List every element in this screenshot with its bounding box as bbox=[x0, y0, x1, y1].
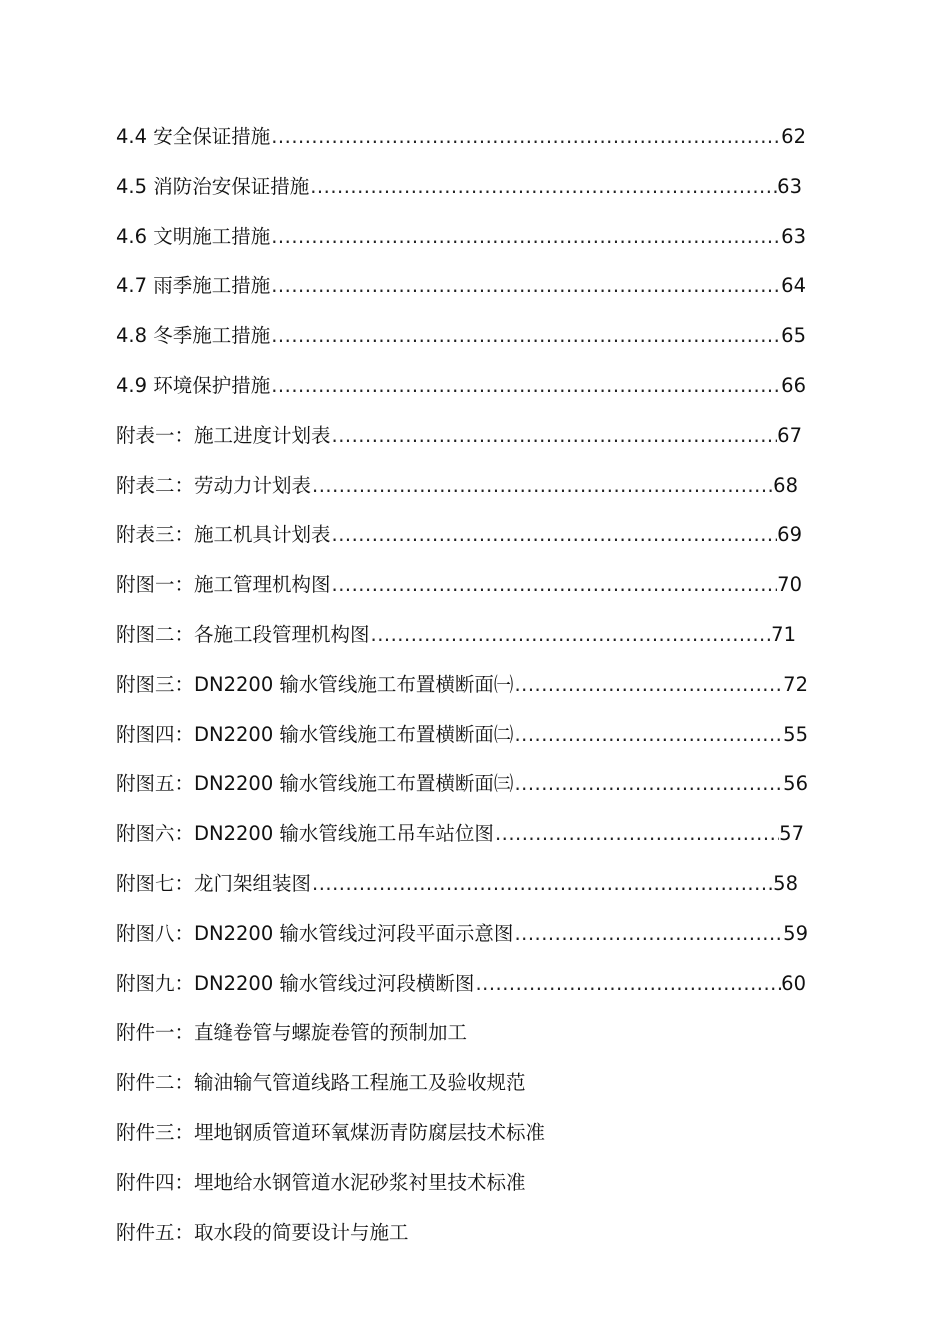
toc-entry-text: 附表一：施工进度计划表 bbox=[116, 423, 331, 447]
toc-page-number: 62 bbox=[781, 125, 806, 148]
toc-entry-text: 附件四：埋地给水钢管道水泥砂浆衬里技术标准 bbox=[116, 1170, 526, 1194]
toc-entry[interactable] bbox=[116, 311, 806, 361]
toc-leader-dots bbox=[513, 759, 783, 809]
toc-entry-text: 4.4 安全保证措施 bbox=[116, 125, 271, 148]
toc-entry[interactable] bbox=[116, 710, 808, 760]
toc-entry-text: 4.8 冬季施工措施 bbox=[116, 324, 271, 348]
toc-entry-text: 附图八：DN2200 输水管线过河段平面示意图 bbox=[116, 921, 514, 945]
toc-entry-text: 附件五：取水段的简要设计与施工 bbox=[116, 1220, 409, 1244]
toc-entry[interactable] bbox=[116, 411, 802, 461]
toc-entry[interactable] bbox=[116, 361, 806, 411]
toc-entry-text: 附图二：各施工段管理机构图 bbox=[116, 622, 370, 646]
toc-entry[interactable] bbox=[116, 510, 802, 560]
toc-page-number: 58 bbox=[773, 871, 798, 895]
toc-entry-text: 附表二：劳动力计划表 bbox=[116, 473, 312, 497]
toc-leader-dots bbox=[270, 311, 781, 361]
toc-page-number: 60 bbox=[781, 971, 806, 995]
toc-entry-text: 4.5 消防治安保证措施 bbox=[116, 174, 310, 198]
toc-entry-text: 附图六：DN2200 输水管线施工吊车站位图 bbox=[116, 822, 494, 846]
toc-entry-text: 4.7 雨季施工措施 bbox=[116, 274, 271, 298]
toc-entry-text: 附图一：施工管理机构图 bbox=[116, 573, 331, 597]
toc-entry[interactable] bbox=[116, 1158, 816, 1208]
toc-entry[interactable] bbox=[116, 859, 798, 909]
toc-entry-text: 附件二：输油输气管道线路工程施工及验收规范 bbox=[116, 1071, 526, 1095]
toc-page-number: 56 bbox=[783, 772, 808, 796]
toc-leader-dots bbox=[474, 959, 781, 1009]
toc-leader-dots bbox=[311, 461, 773, 511]
toc-entry-text: 附图九：DN2200 输水管线过河段横断图 bbox=[116, 971, 475, 995]
toc-entry[interactable] bbox=[116, 1108, 816, 1158]
toc-leader-dots bbox=[270, 361, 781, 411]
toc-page-number: 55 bbox=[783, 722, 808, 746]
toc-entry-text: 附图五：DN2200 输水管线施工布置横断面㈢ bbox=[116, 772, 514, 796]
toc-entry-text: 附图七：龙门架组装图 bbox=[116, 871, 312, 895]
toc-entry[interactable] bbox=[116, 261, 806, 311]
toc-page-number: 66 bbox=[781, 373, 806, 397]
toc-page-number: 63 bbox=[781, 224, 806, 248]
toc-entry-text: 附图四：DN2200 输水管线施工布置横断面㈡ bbox=[116, 722, 514, 746]
toc-page-number: 65 bbox=[781, 324, 806, 348]
toc-entry-text: 附件三：埋地钢质管道环氧煤沥青防腐层技术标准 bbox=[116, 1120, 546, 1144]
toc-entry[interactable] bbox=[116, 1008, 816, 1058]
toc-entry[interactable] bbox=[116, 461, 798, 511]
toc-leader-dots bbox=[270, 261, 781, 311]
toc-leader-dots bbox=[513, 710, 783, 760]
toc-leader-dots bbox=[331, 411, 778, 461]
toc-page-number: 64 bbox=[781, 274, 806, 298]
toc-page-number: 70 bbox=[777, 573, 802, 597]
toc-page-number: 69 bbox=[777, 523, 802, 547]
toc-entry-text: 4.9 环境保护措施 bbox=[116, 373, 271, 397]
toc-leader-dots bbox=[270, 212, 781, 262]
toc-leader-dots bbox=[513, 660, 783, 710]
toc-entry[interactable] bbox=[116, 162, 802, 212]
toc-entry-text: 附图三：DN2200 输水管线施工布置横断面㈠ bbox=[116, 672, 514, 696]
toc-entry[interactable] bbox=[116, 759, 808, 809]
toc-entry[interactable] bbox=[116, 660, 808, 710]
toc-entry[interactable] bbox=[116, 112, 806, 162]
toc-entry[interactable] bbox=[116, 560, 802, 610]
toc-entry[interactable] bbox=[116, 610, 796, 660]
toc-leader-dots bbox=[494, 809, 779, 859]
toc-page-number: 67 bbox=[777, 423, 802, 447]
toc-entry[interactable] bbox=[116, 1208, 816, 1258]
toc-leader-dots bbox=[331, 510, 778, 560]
toc-leader-dots bbox=[370, 610, 772, 660]
toc-entry[interactable] bbox=[116, 809, 804, 859]
toc-page-number: 72 bbox=[783, 672, 808, 696]
toc-entry-text: 附件一：直缝卷管与螺旋卷管的预制加工 bbox=[116, 1021, 468, 1045]
toc-page-number: 59 bbox=[783, 921, 808, 945]
toc-page-number: 63 bbox=[777, 174, 802, 198]
toc-entry[interactable] bbox=[116, 909, 808, 959]
toc-leader-dots bbox=[270, 112, 781, 162]
toc-page-number: 71 bbox=[771, 622, 796, 646]
toc-entry-text: 4.6 文明施工措施 bbox=[116, 224, 271, 248]
toc-entry[interactable] bbox=[116, 1058, 816, 1108]
toc-leader-dots bbox=[331, 560, 778, 610]
toc-page-number: 68 bbox=[773, 473, 798, 497]
toc-entry[interactable] bbox=[116, 212, 806, 262]
toc-leader-dots bbox=[311, 859, 773, 909]
toc-page-number: 57 bbox=[779, 822, 804, 846]
toc-leader-dots bbox=[513, 909, 783, 959]
toc-entry[interactable] bbox=[116, 959, 806, 1009]
toc-leader-dots bbox=[309, 162, 777, 212]
toc-entry-text: 附表三：施工机具计划表 bbox=[116, 523, 331, 547]
table-of-contents bbox=[116, 112, 816, 1257]
